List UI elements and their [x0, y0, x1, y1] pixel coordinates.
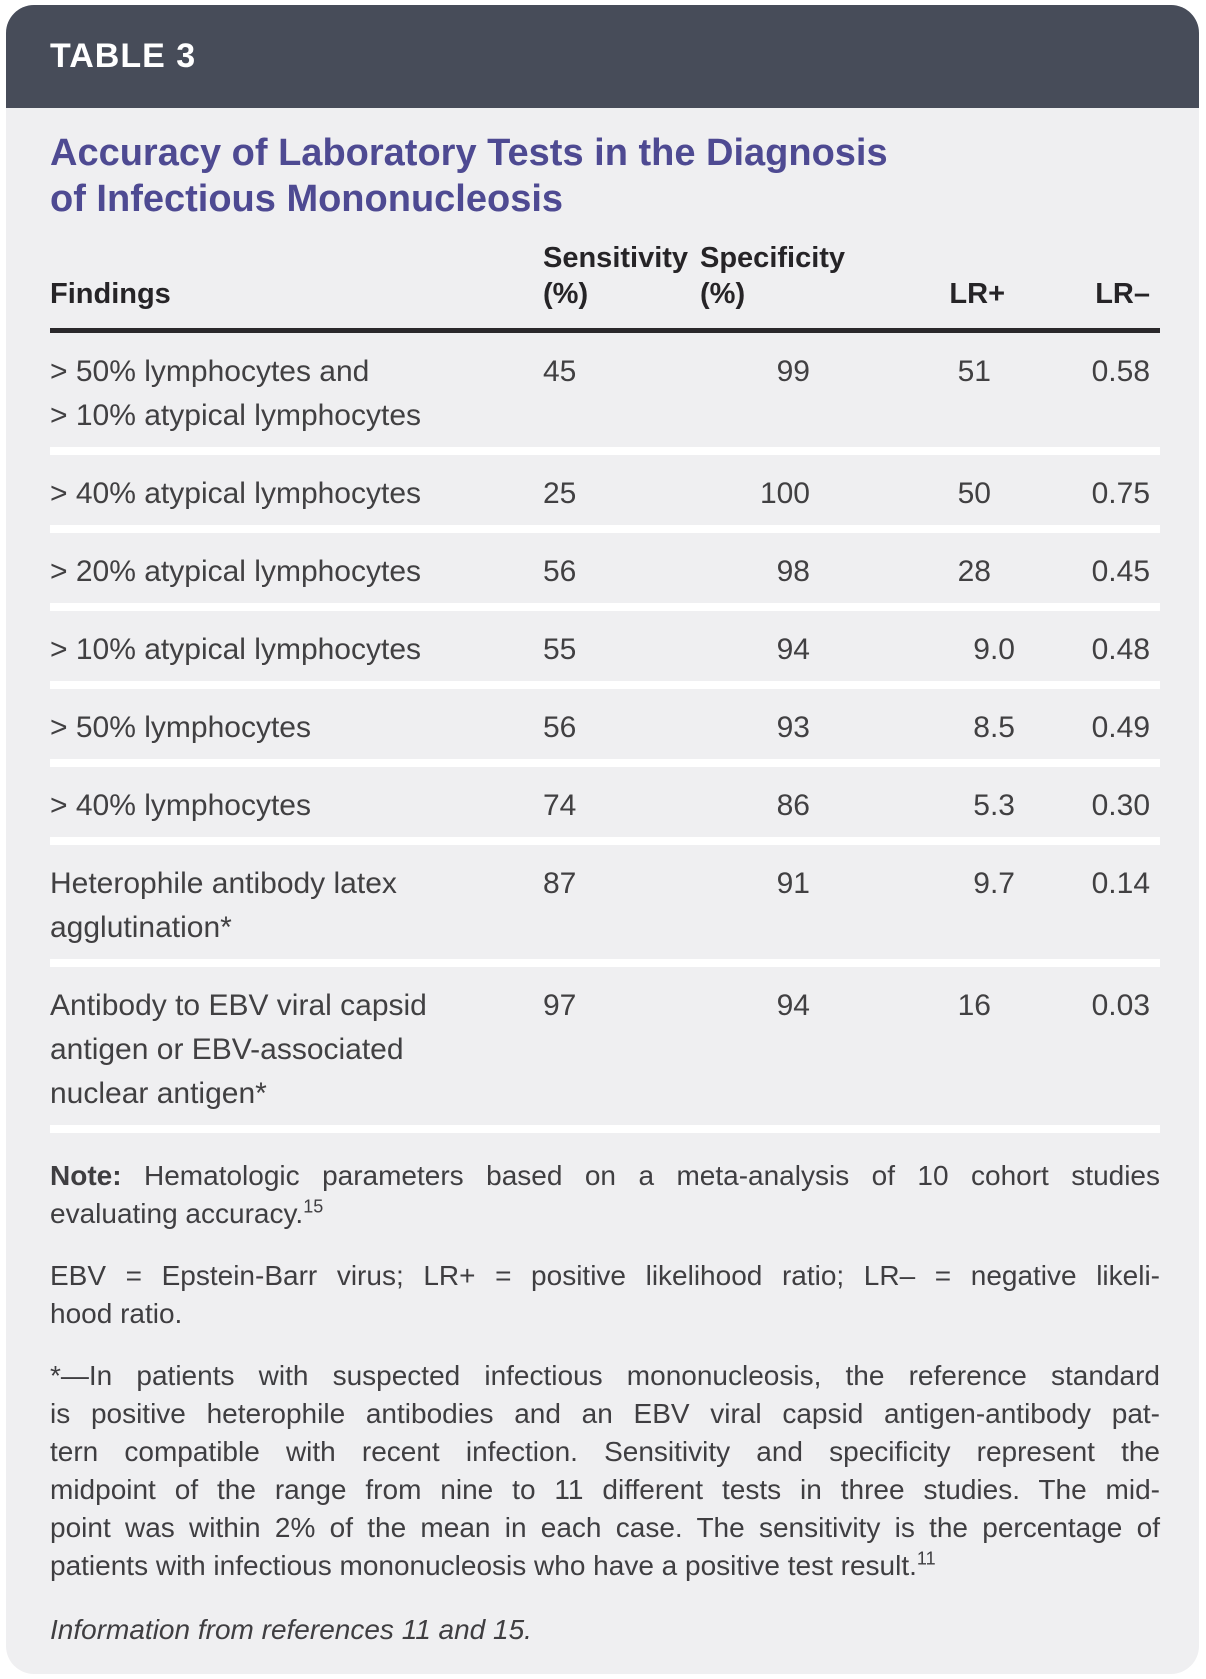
lr-plus-cell: 51 [957, 355, 991, 388]
source-line: Information from references 11 and 15. [50, 1614, 532, 1645]
abbreviations-paragraph: EBV = Epstein-Barr virus; LR+ = positive likelihood ratio; LR– = negative likeli- hood ratio. [50, 1260, 1160, 1329]
specificity-cell: 99 [776, 355, 810, 388]
findings-cell: Heterophile antibody latex agglutination* [50, 867, 397, 944]
lr-minus-cell: 0.14 [1091, 867, 1150, 900]
specificity-cell: 100 [759, 477, 810, 510]
lr-minus-cell: 0.58 [1091, 355, 1150, 388]
note-label: Note: [50, 1160, 122, 1191]
sensitivity-cell: 56 [543, 555, 577, 588]
lr-minus-cell: 0.03 [1091, 989, 1150, 1022]
sensitivity-cell: 25 [543, 477, 577, 510]
table-row [50, 533, 1160, 611]
table-row [50, 611, 1160, 689]
specificity-cell: 94 [776, 989, 810, 1022]
specificity-cell: 86 [776, 789, 810, 822]
table-number-label: TABLE 3 [50, 37, 197, 75]
table-title-line1: Accuracy of Laboratory Tests in the Diagnosis [50, 132, 888, 174]
column-header-row [50, 240, 1160, 333]
sensitivity-cell: 56 [543, 711, 577, 744]
findings-cell: > 50% lymphocytes [50, 711, 311, 744]
specificity-cell: 98 [776, 555, 810, 588]
specificity-cell: 91 [776, 867, 810, 900]
reference-superscript: 15 [303, 1196, 324, 1217]
column-header-lr-plus: LR+ [949, 278, 1005, 310]
table-row [50, 333, 1160, 455]
note-paragraph: Note: Hematologic parameters based on a meta-analysis of 10 cohort studies evaluating accuracy.$^{15}$ [50, 1160, 1160, 1229]
table-body [6, 108, 1199, 1673]
sensitivity-cell: 97 [543, 989, 577, 1022]
table-row [50, 767, 1160, 845]
lr-plus-cell: 9.0 [973, 633, 1015, 666]
table-title [50, 108, 1160, 222]
table-row [50, 967, 1160, 1133]
specificity-cell: 94 [776, 633, 810, 666]
lr-minus-cell: 0.75 [1091, 477, 1150, 510]
lr-minus-cell: 0.30 [1091, 789, 1150, 822]
table-row [50, 689, 1160, 767]
lr-plus-cell: 8.5 [973, 711, 1015, 744]
findings-cell: > 40% atypical lymphocytes [50, 477, 422, 510]
lr-minus-cell: 0.49 [1091, 711, 1150, 744]
findings-cell: > 40% lymphocytes [50, 789, 311, 822]
sensitivity-cell: 74 [543, 789, 577, 822]
lr-plus-cell: 50 [957, 477, 991, 510]
footnote-paragraph: *—In patients with suspected infectious mononucleosis, the reference standard is positive heterophile antibodies and an EBV viral capsid antigen-antibody pat- tern compatible with recent infection. Sensitivity and specificity represent the midpoint of the range from nine to 11 different tests in three studies. The mid- point was within 2% of the mean in each case. The sensitivity is the percentage of patients with infectious mononucleosis who have a positive test result.$^{11}$ [50, 1360, 1160, 1581]
findings-cell: > 10% atypical lymphocytes [50, 633, 422, 666]
sensitivity-cell: 87 [543, 867, 577, 900]
lr-plus-cell: 16 [957, 989, 991, 1022]
lr-plus-cell: 5.3 [973, 789, 1015, 822]
lr-minus-cell: 0.45 [1091, 555, 1150, 588]
specificity-cell: 93 [776, 711, 810, 744]
reference-superscript: 11 [916, 1548, 936, 1569]
table-row [50, 455, 1160, 533]
column-header-sensitivity: Sensitivity (%) [543, 242, 689, 310]
findings-cell: > 20% atypical lymphocytes [50, 555, 422, 588]
sensitivity-cell: 55 [543, 633, 577, 666]
lr-plus-cell: 28 [957, 555, 991, 588]
lr-minus-cell: 0.48 [1091, 633, 1150, 666]
column-header-specificity: Specificity (%) [700, 242, 846, 310]
table-row [50, 845, 1160, 967]
table-header-bar [6, 5, 1199, 108]
column-header-lr-minus: LR– [1095, 278, 1150, 310]
findings-cell: Antibody to EBV viral capsid antigen or EBV-associated nuclear antigen* [50, 989, 427, 1110]
sensitivity-cell: 45 [543, 355, 577, 388]
table-title-line2: of Infectious Mononucleosis [50, 178, 564, 220]
lr-plus-cell: 9.7 [973, 867, 1015, 900]
findings-cell: > 50% lymphocytes and > 10% atypical lymphocytes [50, 355, 422, 432]
column-header-findings: Findings [50, 278, 171, 310]
table-card [6, 5, 1199, 1674]
